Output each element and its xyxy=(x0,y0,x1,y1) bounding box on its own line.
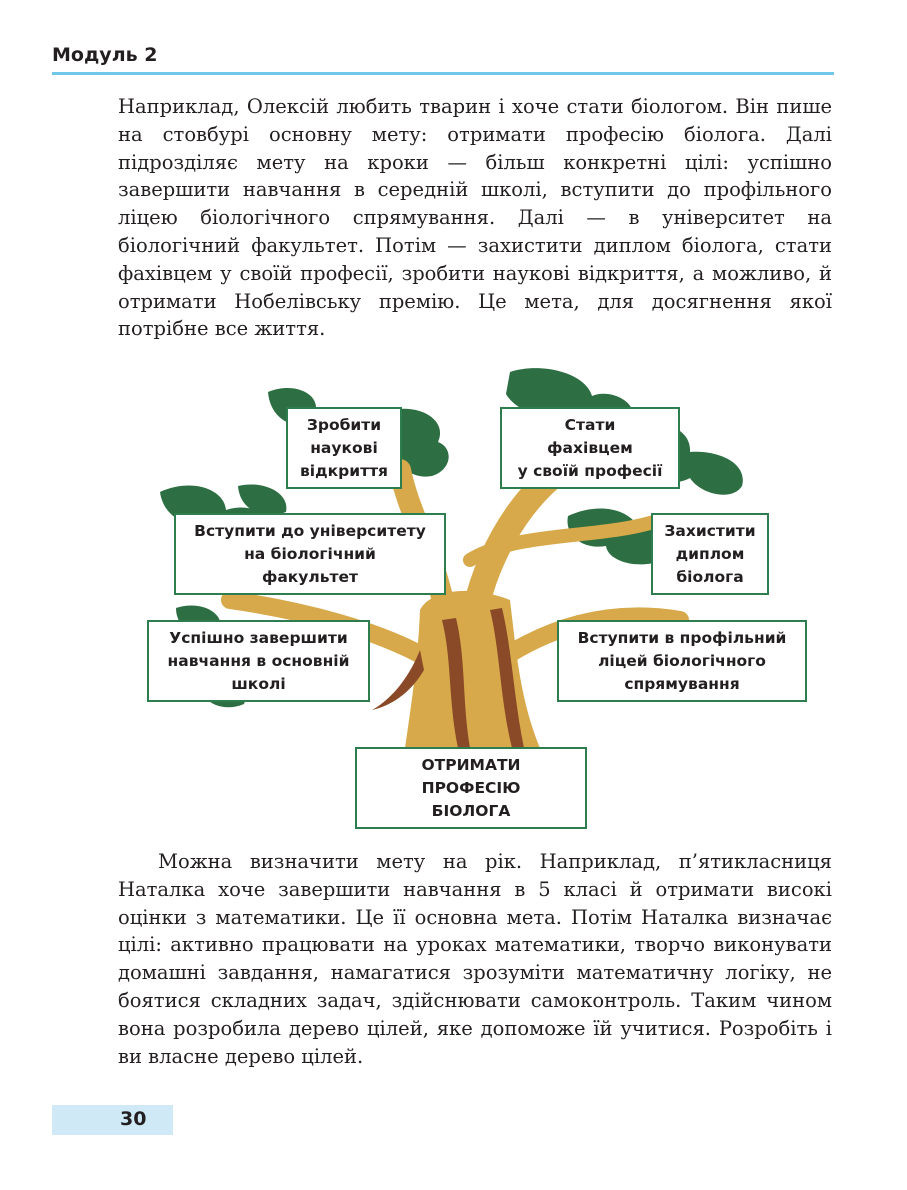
page-number-band xyxy=(52,1105,173,1135)
main-goal-box: ОТРИМАТИ ПРОФЕСІЮ БІОЛОГА xyxy=(355,747,587,829)
goal-box-university: Вступити до університету на біологічний факультет xyxy=(174,513,446,595)
paragraph-year-goal: Можна визначити мету на рік. Наприклад, п’ятикласниця Наталка хоче завершити навчання в 5 класі й отримати високі оцінки з математики. Це її основна мета. Потім Наталка визначає цілі: активно працювати на уроках математики, творчо виконувати домашні завдання, намагатися зрозуміти математичну логіку, не боятися складних задач, здійснювати самоконтроль. Таким чином вона розробила дерево цілей, яке допоможе їй учитися. Розробіть і ви власне дерево цілей. xyxy=(118,850,832,1068)
paragraph-intro: Наприклад, Олексій любить тварин і хоче стати біологом. Він пише на стовбурі основну мету: отримати професію біолога. Далі підрозділяє мету на кроки — більш конкретні цілі: успішно завершити навчання в середній школі, вступити до профільного ліцею біологічного спрямування. Далі — в університет на біологічний факультет. Потім — захистити диплом біолога, стати фахівцем у своїй професії, зробити наукові відкриття, а можливо, й отримати Нобелівську премію. Це мета, для досягнення якої потрібне все життя. xyxy=(118,95,832,341)
page-number: 30 xyxy=(120,1108,147,1130)
goal-box-diploma: Захистити диплом біолога xyxy=(651,513,769,595)
goal-box-lyceum: Вступити в профільний ліцей біологічного спрямування xyxy=(557,620,807,702)
module-header: Модуль 2 xyxy=(52,44,158,66)
goal-box-specialist: Стати фахівцем у своїй професії xyxy=(500,407,680,489)
goal-box-discoveries: Зробити наукові відкриття xyxy=(286,407,402,489)
tree-trunk xyxy=(405,591,540,748)
goal-box-school: Успішно завершити навчання в основній школі xyxy=(147,620,370,702)
